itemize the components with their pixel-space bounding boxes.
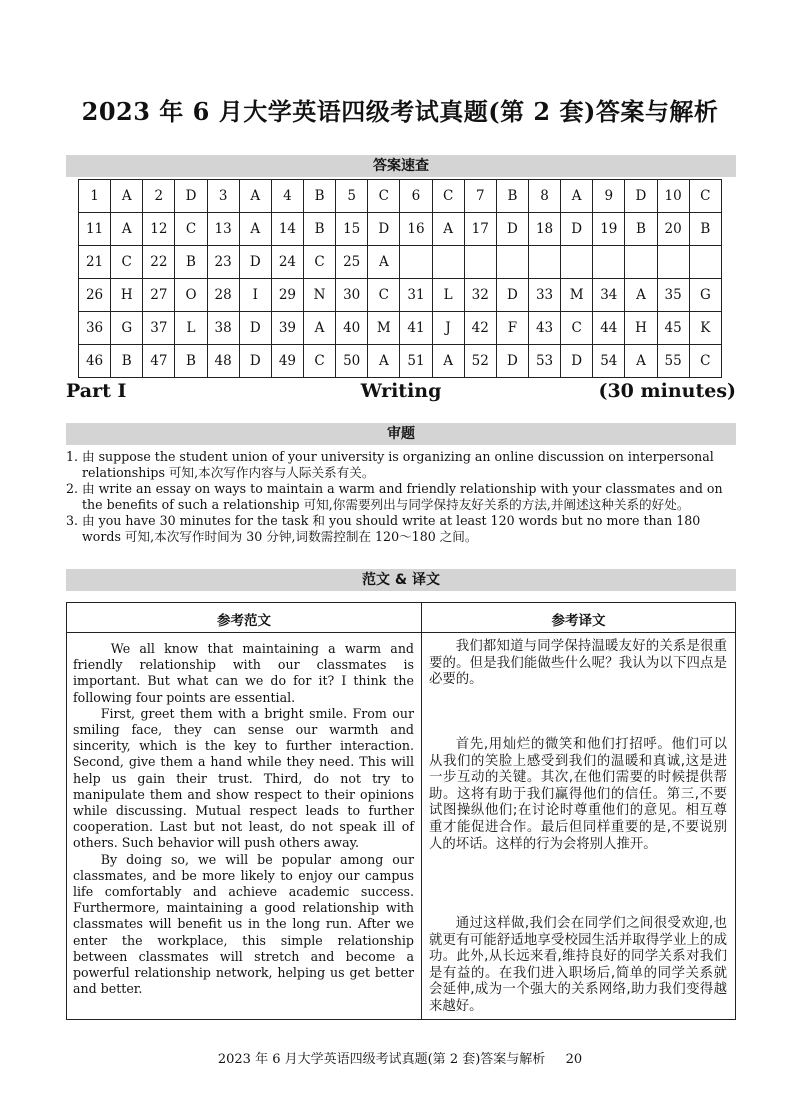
english-paragraph: First, greet them with a bright smile. From our smiling face, they can sense our warmth and sincerity, which is the key to further interaction. Second, give them a hand while they need. This will help us gain their trust. Third, do not try to manipulate them and show respect to their opinions while discussing. Mutual respect leads to further cooperation. Last but not least, do not speak ill of others. Such behavior will push others away. (73, 705, 414, 851)
answer-letter: C (368, 180, 400, 213)
analysis-item (66, 449, 738, 481)
question-number: 25 (336, 246, 368, 279)
answer-letter: A (111, 180, 143, 213)
answer-letter: A (368, 345, 400, 378)
answer-letter: L (432, 279, 464, 312)
answer-letter: I (239, 279, 271, 312)
answer-letter (625, 246, 657, 279)
answer-key-table (78, 179, 722, 378)
part-name: Writing (360, 380, 442, 402)
question-number: 35 (657, 279, 689, 312)
question-number: 51 (400, 345, 432, 378)
answer-letter: G (111, 312, 143, 345)
question-number: 7 (464, 180, 496, 213)
question-number: 23 (207, 246, 239, 279)
question-number: 47 (143, 345, 175, 378)
chinese-paragraph: 我们都知道与同学保持温暖友好的关系是很重要的。但是我们能做些什么呢？我认为以下四点是必要的。 (429, 639, 727, 688)
answer-row (79, 279, 722, 312)
answer-letter: M (561, 279, 593, 312)
sample-heading: 范文 & 译文 (66, 569, 736, 591)
chinese-paragraph: 通过这样做,我们会在同学们之间很受欢迎,也就更有可能舒适地享受校园生活并取得学业上的成功。此外,从长远来看,维持良好的同学关系对我们是有益的。在我们进入职场后,简单的同学关系就会延伸,成为一个强大的关系网络,助力我们变得越来越好。 (429, 916, 727, 1014)
question-number: 20 (657, 213, 689, 246)
question-number: 14 (271, 213, 303, 246)
question-number: 53 (528, 345, 560, 378)
analysis-item-text: 由 suppose the student union of your university is organizing an online discussion on interpersonal relationships 可知,本次写作内容与人际关系有关。 (82, 449, 714, 480)
answer-letter: K (689, 312, 721, 345)
question-number: 28 (207, 279, 239, 312)
question-number (464, 246, 496, 279)
part-time: (30 minutes) (598, 380, 736, 402)
question-number: 5 (336, 180, 368, 213)
english-paragraph: By doing so, we will be popular among our classmates, and be more likely to enjoy our campus life comfortably and achieve academic success. Furthermore, maintaining a good relationship with classmates will benefit us in the long run. After we enter the workplace, this simple relationship between classmates will stretch and become a powerful relationship network, helping us get better and better. (73, 851, 414, 997)
question-number: 27 (143, 279, 175, 312)
analysis-heading: 审题 (66, 423, 736, 445)
answer-letter: D (561, 213, 593, 246)
question-number: 29 (271, 279, 303, 312)
question-number: 54 (593, 345, 625, 378)
question-number: 40 (336, 312, 368, 345)
question-number (528, 246, 560, 279)
question-number: 16 (400, 213, 432, 246)
answer-letter: A (303, 312, 335, 345)
question-number: 24 (271, 246, 303, 279)
analysis-item-number: 2. (66, 481, 79, 496)
english-paragraph: We all know that maintaining a warm and friendly relationship with our classmates is important. But what can we do for it? I think the following four points are essential. (73, 641, 414, 705)
question-number: 26 (79, 279, 111, 312)
page-title: 2023 年 6 月大学英语四级考试真题(第 2 套)答案与解析 (81, 97, 719, 126)
analysis-item-number: 3. (66, 513, 79, 528)
sample-essay-box (66, 602, 736, 1020)
question-number (400, 246, 432, 279)
answer-letter: C (432, 180, 464, 213)
question-number: 42 (464, 312, 496, 345)
question-number (593, 246, 625, 279)
chinese-paragraph-2 (429, 737, 727, 853)
answer-letter: B (175, 345, 207, 378)
answer-letter: A (432, 345, 464, 378)
answer-letter: A (432, 213, 464, 246)
answer-letter: B (111, 345, 143, 378)
answer-letter: C (689, 345, 721, 378)
answer-letter: D (625, 180, 657, 213)
question-number: 41 (400, 312, 432, 345)
question-number: 31 (400, 279, 432, 312)
question-number: 37 (143, 312, 175, 345)
question-number: 39 (271, 312, 303, 345)
answer-letter (496, 246, 528, 279)
question-number: 48 (207, 345, 239, 378)
question-number: 8 (528, 180, 560, 213)
analysis-item-text: 由 write an essay on ways to maintain a warm and friendly relationship with your classmates and on the benefits of such a relationship 可知,你需要列出与同学保持友好关系的方法,并阐述这种关系的好处。 (82, 481, 723, 512)
analysis-item (66, 513, 738, 545)
answer-letter: L (175, 312, 207, 345)
answer-row (79, 345, 722, 378)
answer-letter: J (432, 312, 464, 345)
question-number: 15 (336, 213, 368, 246)
question-number: 46 (79, 345, 111, 378)
answer-letter: B (303, 213, 335, 246)
question-number: 34 (593, 279, 625, 312)
answer-letter: B (625, 213, 657, 246)
answer-row (79, 246, 722, 279)
answer-letter: G (689, 279, 721, 312)
answer-letter: D (239, 246, 271, 279)
answer-key-heading: 答案速查 (66, 155, 736, 177)
answer-letter: D (175, 180, 207, 213)
answer-letter: C (689, 180, 721, 213)
question-number: 9 (593, 180, 625, 213)
answer-letter: B (496, 180, 528, 213)
question-number: 43 (528, 312, 560, 345)
footer-text: 2023 年 6 月大学英语四级考试真题(第 2 套)答案与解析 (217, 1052, 546, 1067)
question-number: 17 (464, 213, 496, 246)
answer-letter (432, 246, 464, 279)
answer-letter: N (303, 279, 335, 312)
header-rule (67, 632, 735, 633)
question-number (657, 246, 689, 279)
answer-letter: D (496, 279, 528, 312)
question-number: 6 (400, 180, 432, 213)
part-header (66, 380, 736, 406)
answer-letter: C (175, 213, 207, 246)
answer-row (79, 213, 722, 246)
page-footer (0, 1048, 800, 1067)
answer-letter: H (111, 279, 143, 312)
analysis-list (66, 449, 738, 545)
column-divider (421, 603, 422, 1019)
answer-letter: A (625, 345, 657, 378)
sample-chinese-title: 参考译文 (551, 613, 606, 629)
answer-letter: D (561, 345, 593, 378)
chinese-paragraph: 首先,用灿烂的微笑和他们打招呼。他们可以从我们的笑脸上感受到我们的温暖和真诚,这是进一步互动的关键。其次,在他们需要的时候提供帮助。这将有助于我们赢得他们的信任。第三,不要试图操纵他们;在讨论时尊重他们的意见。相互尊重才能促进合作。最后但同样重要的是,不要说别人的坏话。这样的行为会将别人推开。 (429, 737, 727, 852)
answer-letter: B (689, 213, 721, 246)
answer-letter: F (496, 312, 528, 345)
question-number: 12 (143, 213, 175, 246)
question-number: 55 (657, 345, 689, 378)
question-number: 3 (207, 180, 239, 213)
question-number: 1 (79, 180, 111, 213)
chinese-paragraph-3 (429, 916, 727, 1016)
question-number: 45 (657, 312, 689, 345)
answer-letter: A (239, 180, 271, 213)
analysis-item-number: 1. (66, 449, 79, 464)
answer-row (79, 312, 722, 345)
answer-letter: H (625, 312, 657, 345)
question-number: 49 (271, 345, 303, 378)
question-number: 22 (143, 246, 175, 279)
analysis-item (66, 481, 738, 513)
question-number: 21 (79, 246, 111, 279)
answer-letter: A (239, 213, 271, 246)
analysis-item-text: 由 you have 30 minutes for the task 和 you should write at least 120 words but no more than 180 words 可知,本次写作时间为 30 分钟,词数需控制在 120～180 之间。 (82, 513, 701, 544)
answer-letter: D (239, 312, 271, 345)
answer-letter: C (111, 246, 143, 279)
question-number: 32 (464, 279, 496, 312)
answer-letter: C (303, 246, 335, 279)
question-number: 13 (207, 213, 239, 246)
question-number: 38 (207, 312, 239, 345)
question-number: 19 (593, 213, 625, 246)
part-label: Part Ⅰ (66, 380, 127, 402)
sample-english-column (73, 641, 414, 997)
answer-letter: D (239, 345, 271, 378)
answer-letter: C (303, 345, 335, 378)
answer-letter: D (496, 213, 528, 246)
question-number: 10 (657, 180, 689, 213)
question-number: 36 (79, 312, 111, 345)
answer-letter: C (561, 312, 593, 345)
chinese-paragraph-1 (429, 639, 727, 689)
question-number: 18 (528, 213, 560, 246)
answer-letter: O (175, 279, 207, 312)
question-number: 44 (593, 312, 625, 345)
answer-letter: D (496, 345, 528, 378)
question-number: 11 (79, 213, 111, 246)
question-number: 4 (271, 180, 303, 213)
answer-letter: A (111, 213, 143, 246)
question-number: 2 (143, 180, 175, 213)
answer-letter: C (368, 279, 400, 312)
answer-letter: D (368, 213, 400, 246)
question-number: 30 (336, 279, 368, 312)
question-number: 50 (336, 345, 368, 378)
answer-letter: A (625, 279, 657, 312)
page-number: 20 (565, 1052, 583, 1067)
question-number: 33 (528, 279, 560, 312)
answer-letter (561, 246, 593, 279)
answer-letter: M (368, 312, 400, 345)
answer-letter: B (175, 246, 207, 279)
question-number: 52 (464, 345, 496, 378)
answer-letter: A (368, 246, 400, 279)
answer-row (79, 180, 722, 213)
answer-letter: A (561, 180, 593, 213)
answer-letter: B (303, 180, 335, 213)
answer-letter (689, 246, 721, 279)
sample-english-title: 参考范文 (217, 613, 271, 629)
